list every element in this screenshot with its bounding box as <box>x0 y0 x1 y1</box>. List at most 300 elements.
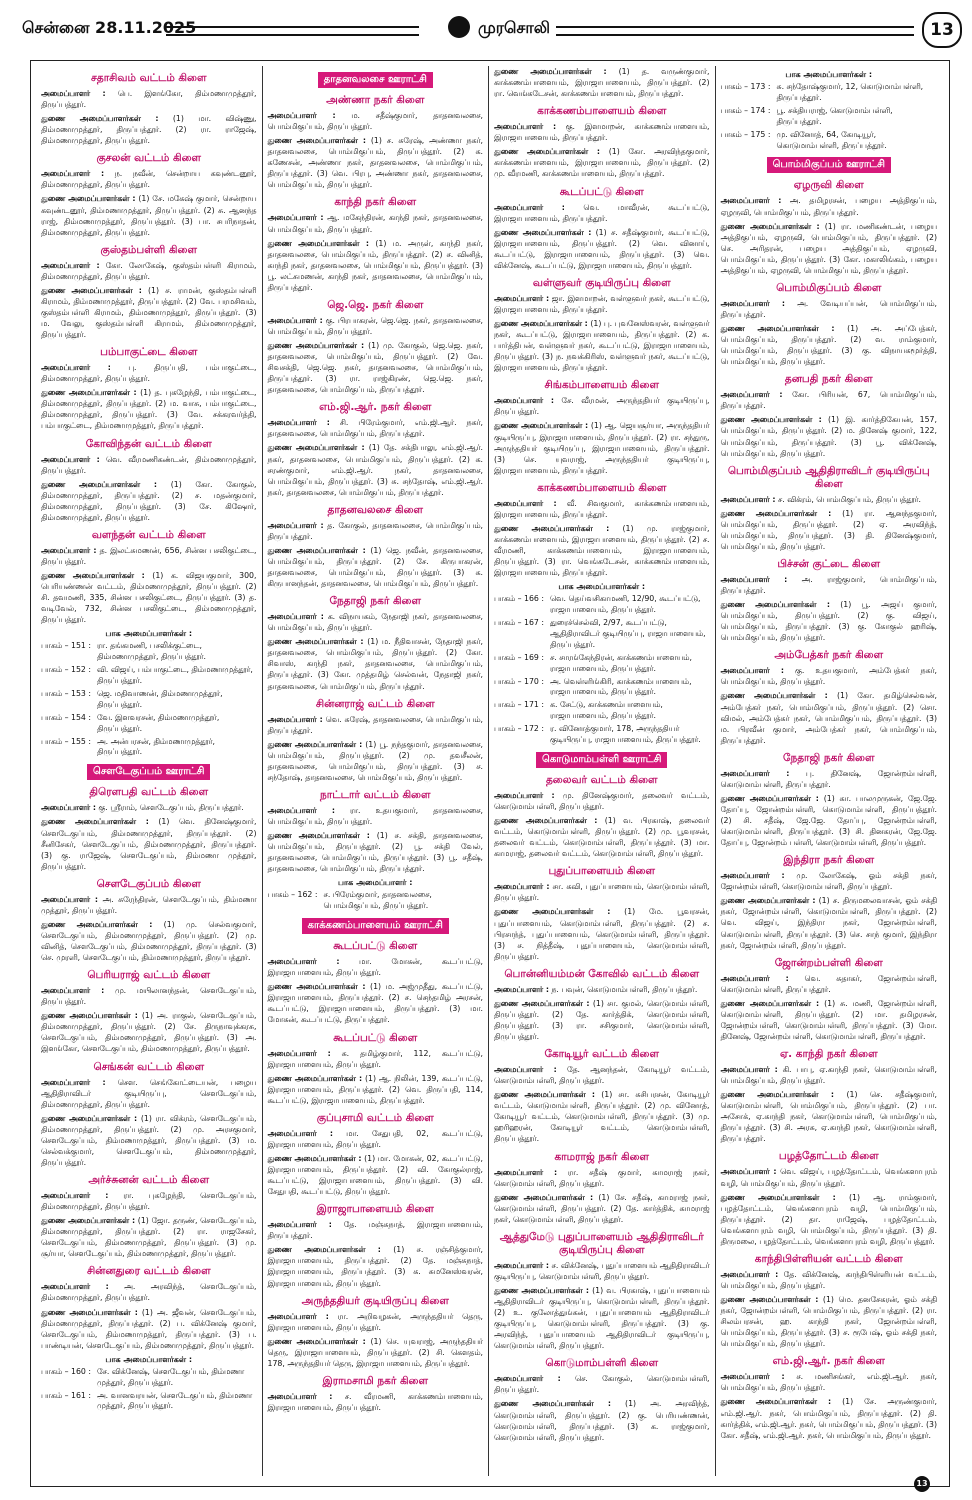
role-label: அமைப்பாளர் : <box>720 494 776 504</box>
role-label: அமைப்பாளர் : <box>41 169 105 179</box>
role-label: அமைப்பாளர் : <box>267 957 340 967</box>
booth-organiser: அ. வெள்ளிங்கிரி, காக்கணம்பாளையம், ராஜாபாளையம், திருப்பத்தூர். <box>550 676 692 697</box>
branch-heading: பொம்மிகுப்பம் கிளை <box>776 281 882 294</box>
names-text: தே. ஆனந்தன், கோடியூர் வட்டம், கொடுமாம்பள்ளி, திருப்பத்தூர். <box>494 1065 710 1086</box>
booth-number: பாகம் – 151 : <box>41 641 91 651</box>
names-text: (1) த. புகழேந்தி, பம்பாகுட்டை, திம்மணாமுத்தூர், திருப்பத்தூர். (2) ம. வாசு, பம்பாகுட்டை, திம்மணாமுத்தூர், திருப்பத்தூர். (3) வே. சக்கரவர்த்தி, பம்பாகுட்டை, திம்மணாமுத்தூர், திருப்பத்தூர். <box>41 388 257 431</box>
names-text: பெ. இளங்கோ, திம்மணாமுத்தூர், திருப்பத்தூர். <box>41 89 257 110</box>
booth-number: பாகம் – 169 : <box>494 652 544 662</box>
branch-heading: பிச்சன் குட்டை கிளை <box>777 557 881 570</box>
role-label: துணை அமைப்பாளர்கள் : <box>41 479 158 489</box>
booth-entry <box>494 700 710 722</box>
deputy-organisers <box>41 193 257 237</box>
role-label: அமைப்பாளர் : <box>494 1167 558 1177</box>
booth-organisers-heading: பாக அமைப்பாளர்கள் : <box>785 70 873 79</box>
names-text: (1) ச. ரஞ்சித்குமார், இராஜாபாளையம், திருப்பத்தூர். (2) தே. மஞ்சுநாத், இராஜாபாளையம், திருப்பத்தூர். (3) க. சுமனேஸ்வரன், இராஜாபாளையம், திருப்பத்தூர். <box>267 1245 484 1288</box>
names-text: மா. மோகன், கூடப்பட்டு, இராஜாபாளையம், திருப்பத்தூர். <box>267 957 484 978</box>
organiser <box>268 1048 484 1070</box>
booth-entry <box>721 82 938 104</box>
names-text: (1) அ. ஜீவன், சௌடேகுப்பம், திம்மணாமுத்தூர், திருப்பத்தூர். (2) ப. விக்னேஷ் குமார், சௌடேகுப்பம், திம்மணாமுத்தூர், திருப்பத்தூர். (3) ப. பாண்டியன், சௌடேகுப்பம், திம்மணாமுத்தூர், திருப்பத்தூர். <box>41 1307 257 1350</box>
role-label: அமைப்பாளர் : <box>494 1260 549 1270</box>
organiser <box>494 790 710 812</box>
names-text: (1) ஜெ. நவீன், தாதனவலசை, பொம்மிகுப்பம், திருப்பத்தூர். (2) சே. கிருபாகரன், தாதனவலசை, பொம்மிகுப்பம், திருப்பத்தூர். (3) க. கிருபானந்தன், தாதனவலசை, பொம்மிகுப்பம், திருப்பத்தூர். <box>267 545 483 589</box>
role-label: அமைப்பாளர் : <box>41 1282 109 1292</box>
deputy-organisers <box>721 1192 938 1247</box>
role-label: துணை அமைப்பாளர்கள் : <box>494 1399 611 1409</box>
names-text: செ. கோகுல், கொடுமாம்பள்ளி, திருப்பத்தூர். <box>494 1374 710 1395</box>
branch-heading: நேதாஜி நகர் கிளை <box>329 595 421 608</box>
names-text: (1) பூ. நந்தகுமார், தாதனவலசை, பொம்மிகுப்பம், திருப்பத்தூர். (2) மு. தவசீலன், தாதனவலசை, பொம்மிகுப்பம், திருப்பத்தூர். (3) ச. சந்தோஷ், தாதனவலசை, பொம்மிகுப்பம், திருப்பத்தூர். <box>267 739 483 782</box>
names-text: மு. தினேஷ்குமார், தலைவர் வட்டம், கொடுமாம்பள்ளி, திருப்பத்தூர். <box>494 790 710 812</box>
names-text: கு. உதயகுமார், அம்பேத்கர் நகர், பொம்மிகுப்பம், திருப்பத்தூர். <box>720 666 938 687</box>
names-text: (1) ச. சக்தி, தாதனவலசை, பொம்மிகுப்பம், திருப்பத்தூர். (2) பூ. சக்தி வேல், தாதனவலசை, பொம்மிகுப்பம், திருப்பத்தூர். (3) பூ. சதீஷ், தாதனவலசை, பொம்மிகுப்பம், திருப்பத்தூர். <box>267 831 483 874</box>
role-label: துணை அமைப்பாளர்கள் : <box>267 982 366 992</box>
names-text: (1) அ. அப்பேத்கர், பொம்மிகுப்பம், திருப்பத்தூர். (2) வ. ராம்குமார், பொம்மிகுப்பம், திருப்பத்தூர். (3) கு. விநாயகமூர்த்தி, பொம்மிகுப்பம், திருப்பத்தூர். <box>720 324 937 367</box>
organiser <box>721 870 938 892</box>
branch-heading: பெரியராஜ் வட்டம் கிளை <box>87 969 211 982</box>
role-label: துணை அமைப்பாளர்கள் : <box>720 793 819 803</box>
names-text: கு. இளமாறன், காக்கணம்பாளையம், இராஜாபாளையம், திருப்பத்தூர். <box>494 122 710 143</box>
deputy-organisers <box>721 895 938 950</box>
names-text: (1) ரா. மணிகண்டன், பழைய அத்திகுப்பம், ஏழருவி, பொம்மிகுப்பம், திருப்பத்தூர். (2) செ. அரிதரன், பழைய அத்திகுப்பம், ஏழருவி, பொம்மிகுப்பம், திருப்பத்தூர். (3) கோ. மகாலிங்கம், பழைய அத்திகுப்பம், ஏழருவி, பொம்மிகுப்பம், திருப்பத்தூர். <box>720 221 937 275</box>
organiser <box>41 1281 257 1303</box>
names-text: ரா. அறிவழகன், அருந்ததியர் தெரு, இராஜாபாளையம், திருப்பத்தூர். <box>267 1311 483 1332</box>
booth-number: பாகம் – 167 : <box>494 618 544 627</box>
booth-number: பாகம் – 162 : <box>267 890 318 900</box>
names-text: சி. பிரேம்குமார், எம்.ஜி.ஆர். நகர், தாதனவலசை, பொம்மிகுப்பம், திருப்பத்தூர். <box>267 418 484 439</box>
role-label: துணை அமைப்பாளர்கள் : <box>720 998 820 1008</box>
organiser <box>721 1166 938 1188</box>
branch-heading: காந்திபிள்ளியன் வட்டம் கிளை <box>754 1252 903 1265</box>
role-label: அமைப்பாளர் : <box>494 1374 561 1384</box>
organiser <box>494 121 710 143</box>
deputy-organisers <box>268 238 484 293</box>
booth-entry <box>41 713 257 735</box>
names-text: (1) இ. கார்த்திகேயன், 157, பொம்மிகுப்பம், திருப்பத்தூர். (2) ம. தினேஷ் குமார், 122, பொம்மிகுப்பம், திருப்பத்தூர். (3) பூ. விக்னேஷ், பொம்மிகுப்பம், திருப்பத்தூர். <box>720 415 937 458</box>
role-label: துணை அமைப்பாளர்கள் : <box>494 147 601 157</box>
deputy-organisers <box>721 221 938 276</box>
booth-organiser: மு. வினோத், 64, கோடியூர், கொடுமாம்பள்ளி, திருப்பத்தூர். <box>776 129 887 150</box>
names-text: வெ. வீரமணிகண்டன், திம்மணாமுத்தூர், திருப்பத்தூர். <box>41 454 257 475</box>
booth-number: பாகம் – 160 : <box>41 1366 91 1376</box>
deputy-organisers <box>41 570 257 625</box>
branch-heading: சின்னதுரை வட்டம் கிளை <box>86 1265 211 1278</box>
booth-organiser: வே. இளவரசன், திம்மணாமுத்தூர், திருப்பத்தூர். <box>97 712 220 733</box>
role-label: அமைப்பாளர் : <box>720 1167 777 1177</box>
role-label: துணை அமைப்பாளர்கள் : <box>41 817 149 827</box>
branch-heading: காமராஜ் நகர் கிளை <box>554 1150 650 1163</box>
names-text: ம. சதீஷ்குமார், தாதனவலசை, பொம்மிகுப்பம், திருப்பத்தூர். <box>267 111 483 132</box>
names-text: ஜா. இளமாறன், வள்ளுவர் நகர், கூடப்பட்டு, இராஜாபாளையம், திருப்பத்தூர். <box>494 293 710 314</box>
role-label: அமைப்பாளர் : <box>494 1065 557 1075</box>
booth-number: பாகம் – 155 : <box>41 736 91 746</box>
role-label: அமைப்பாளர் : <box>720 768 790 778</box>
deputy-organisers <box>41 285 257 340</box>
role-label: துணை அமைப்பாளர்கள் : <box>720 508 832 518</box>
role-label: துணை அமைப்பாளர்கள் : <box>494 1192 594 1202</box>
booth-entry <box>268 890 484 912</box>
panchayat-heading: தாதனவலசை ஊராட்சி <box>318 72 433 88</box>
names-text: ந. பவுன், கொடுமாம்பள்ளி, திருப்பத்தூர். <box>551 984 698 994</box>
article-columns <box>36 66 942 1476</box>
deputy-organisers <box>721 508 938 552</box>
organiser <box>41 362 257 384</box>
names-text: (1) ம. நீதிவாசன், நேதாஜி நகர், தாதனவலசை, பொம்மிகுப்பம், திருப்பத்தூர். (2) கோ. சிவாஸ், காந்தி நகர், தாதனவலசை, பொம்மிகுப்பம், திருப்பத்தூர். (3) கோ. முத்தமிழ் செல்வன், நேதாஜி நகர், தாதனவலசை, பொம்மிகுப்பம், திருப்பத்தூர். <box>267 637 483 691</box>
deputy-organisers <box>41 1215 257 1259</box>
names-text: அ. அரவிந்த், சௌடேகுப்பம், திம்மணாமுத்தூர், திருப்பத்தூர். <box>41 1282 257 1303</box>
names-text: வீ. சிவகுமார், காக்கணம்பாளையம், இராஜாபாளையம், திருப்பத்தூர். <box>494 498 710 519</box>
role-label: துணை அமைப்பாளர்கள் : <box>494 998 590 1008</box>
names-text: (1) சே. மகேஷ் குமார், சென்றாய கவுண்டனூர், திம்மணாமுத்தூர், திருப்பத்தூர். (2) சு. ஆனந்த ராஜ், திம்மணாமுத்தூர், திருப்பத்தூர். (3) பா. சபரிநாதன், திம்மணாமுத்தூர், திருப்பத்தூர். <box>41 194 257 237</box>
names-text: மு. லோகேஷ், ஓம் சக்தி நகர், ஜோன்றம்பள்ளி, கொடுமாம்பள்ளி, திருப்பத்தூர். <box>720 871 937 892</box>
names-text: (1) ச. ராமன், குஸ்தம்பள்ளி கிராமம், திம்மணாமுத்தூர், திருப்பத்தூர். (2) வே. பரமசிவம், குஸ்தம்பள்ளி கிராமம், திம்மணாமுத்தூர், திருப்பத்தூர். (3) ம. வேலு, குஸ்தம்பள்ளி கிராமம், திம்மணாமுத்தூர், திருப்பத்தூர். <box>41 285 257 340</box>
names-text: (1) ஜோ. தருண், சௌடேகுப்பம், திம்மணாமுத்தூர், திருப்பத்தூர். (2) ரா. ராஜசேகர், சௌடேகுப்பம், திம்மணாமுத்தூர், திருப்பத்தூர். (3) மு. சூர்யா, சௌடேகுப்பம், திம்மணாமுத்தூர், திருப்பத்தூர். <box>41 1216 257 1259</box>
elephant-logo-icon <box>448 16 470 38</box>
deputy-organisers <box>268 545 484 589</box>
names-text: (1) மு. ராஜ்குமார், காக்கணம்பாளையம், இராஜாபாளையம், திருப்பத்தூர். (2) ச. வீரமணி, காக்கணம்பாளையம், இராஜாபாளையம், திருப்பத்தூர். (3) ரா. வெங்கடேசன், காக்கணம்பாளையம், இராஜாபாளையம், திருப்பத்தூர். <box>494 523 710 578</box>
deputy-organisers <box>494 906 710 961</box>
booth-organiser: க. சேட்டு, காக்கணம்பாளையம், ராஜாபாளையம், திருப்பத்தூர். <box>550 700 663 721</box>
role-label: அமைப்பாளர் : <box>267 612 324 622</box>
role-label: அமைப்பாளர் : <box>720 973 789 983</box>
booth-organiser: அ. அன்பரசன், திம்மணாமுத்தூர், திருப்பத்தூர். <box>97 736 215 757</box>
role-label: அமைப்பாளர் : <box>494 498 557 508</box>
organiser <box>268 1391 484 1413</box>
role-label: துணை அமைப்பாளர்கள் : <box>267 341 365 350</box>
names-text: (1) சு. மணி, ஜோன்றம்பள்ளி, கொடுமாம்பள்ளி, திருப்பத்தூர். (2) மா. தமிழரசன், ஜோன்றம்பள்ளி, கொடுமாம்பள்ளி, திருப்பத்தூர். (3) மோ. தினேஷ், ஜோன்றம்பள்ளி, கொடுமாம்பள்ளி, திருப்பத்தூர். <box>720 998 938 1041</box>
deputy-organisers <box>41 919 257 963</box>
organiser <box>268 1219 484 1241</box>
organiser <box>494 498 710 520</box>
branch-heading: வள்ளுவர் குடியிருப்பு கிளை <box>532 276 671 289</box>
deputy-organisers <box>268 739 484 783</box>
names-text: (1) மு. கோகுல், ஜெ.ஜெ. நகர், தாதனவலசை, பொம்மிகுப்பம், திருப்பத்தூர். (2) வே. சிவசக்தி, ஜெ.ஜெ. நகர், தாதனவலசை, பொம்மிகுப்பம், திருப்பத்தூர். (3) ரா. ராஜ்கிரண், ஜெ.ஜெ. நகர், தாதனவலசை, பொம்மிகுப்பம், திருப்பத்தூர். <box>267 341 484 395</box>
names-text: அ. சுரேந்திரன், சௌடேகுப்பம், திம்மணா முத்தூர், திருப்பத்தூர். <box>41 894 257 915</box>
branch-heading: எம்.ஜி.ஆர். நகர் கிளை <box>319 401 432 414</box>
organiser <box>721 574 938 596</box>
names-text: (1) ச. திருமலைவாசன், ஓம் சக்தி நகர், ஜோன்றம்பள்ளி, கொடுமாம்பள்ளி, திருப்பத்தூர். (2) வெ. விஜய், இந்திரா நகர், ஜோன்றம்பள்ளி, கொடுமாம்பள்ளி, திருப்பத்தூர். (3) செ. சாந் குமார், இந்திரா நகர், ஜோன்றம்பள்ளி, திருப்பத்தூர். <box>720 896 937 950</box>
deputy-organisers <box>268 1073 484 1106</box>
branch-heading: அம்பேத்கர் நகர் கிளை <box>774 649 884 662</box>
role-label: அமைப்பாளர் : <box>41 260 100 270</box>
panchayat-heading: காக்கணம்பாளையம் ஊராட்சி <box>302 918 449 934</box>
branch-heading: கூடப்பட்டு கிளை <box>559 185 644 198</box>
booth-organiser: துரைச்செல்வி, 2/97, கூடப்பட்டு, ஆதிதிராவிடர் குடியிருப்பு, ராஜாபாளையம், திருப்பத்தூர். <box>550 618 706 649</box>
role-label: அமைப்பாளர் : <box>267 213 324 223</box>
booth-entry <box>41 1391 257 1413</box>
role-label: துணை அமைப்பாளர்கள் : <box>494 1090 596 1100</box>
names-text: (1) ச. சுரேஷ், அண்ணா நகர், தாதனவலசை, பொம்மிகுப்பம், திருப்பத்தூர். (2) க. கணேசன், அண்ணா நகர், தாதனவலசை, பொம்மிகுப்பம், திருப்பத்தூர். (3) வெ. பிரபு, அண்ணா நகர், தாதனவலசை, பொம்மிகுப்பம், திருப்பத்தூர். <box>267 136 483 190</box>
booth-entry <box>721 130 938 152</box>
role-label: அமைப்பாளர் : <box>720 298 786 308</box>
branch-heading: ஏழருவி கிளை <box>793 179 864 192</box>
role-label: துணை அமைப்பாளர்கள் : <box>720 221 820 231</box>
organiser <box>721 665 938 687</box>
names-text: (1) ஆ. ஜெயசூர்யா, அருந்ததியர் குடியிருப்பு, இராஜாபாளையம், திருப்பத்தூர். (2) ரா. சந்துரு, அருந்ததியர் குடியிருப்பு, இராஜாபாளையம், திருப்பத்தூர். (3) செ. யுவராஜ், அருந்ததியர் குடியிருப்பு, இராஜாபாளையம், திருப்பத்தூர். <box>494 421 710 475</box>
role-label: துணை அமைப்பாளர்கள் : <box>494 523 610 533</box>
deputy-organisers <box>41 1307 257 1351</box>
names-text: (1) வெ. தினேஷ்குமார், சௌடேகுப்பம், திம்மணாமுத்தூர், திருப்பத்தூர். (2) சீனிசேகர், சௌடேகுப்பம், திம்மணாமுத்தூர், திருப்பத்தூர். (3) கு. ராஜேஷ், சௌடேகுப்பம், திம்மணா முத்தூர், திருப்பத்தூர். <box>41 817 257 871</box>
branch-heading: பொன்னியம்மன் கோவில் வட்டம் கிளை <box>504 967 700 980</box>
names-text: ச. வீரமணி, காக்கணம்பாளையம், இராஜாபாளையம், திருப்பத்தூர். <box>267 1391 483 1412</box>
names-text: த. கோகுல், தாதனவலசை, பொம்மிகுப்பம், திருப்பத்தூர். <box>267 520 483 541</box>
names-text: சா. கவி, புதுப்பாளையம், கொடுமாம்பள்ளி, திருப்பத்தூர். <box>494 882 710 903</box>
column-3 <box>489 66 716 1476</box>
branch-heading: ஆத்துமேடு புதுப்பாளையம் ஆதிதிராவிடர் குடியிருப்பு கிளை <box>499 1230 704 1256</box>
role-label: அமைப்பாளர் : <box>494 396 554 406</box>
names-text: வெ. மாவீரன், கூடப்பட்டு, இராஜாபாளையம், திருப்பத்தூர். <box>494 202 710 223</box>
organiser <box>41 545 257 567</box>
deputy-organisers <box>494 66 710 99</box>
role-label: துணை அமைப்பாளர்கள் : <box>41 1216 136 1226</box>
names-text: (1) ம. அஜ்முதீது, கூடப்பட்டு, இராஜாபாளையம், திருப்பத்தூர். (2) ச. செந்தமிழ் அரசன், கூடப்பட்டு, இராஜாபாளையம், திருப்பத்தூர். (3) மா. மோகன், கூடப்பட்டு, திருப்பத்தூர். <box>267 982 484 1025</box>
branch-heading: நேதாஜி நகர் கிளை <box>783 751 875 764</box>
names-text: ரா. உதயகுமார், தாதனவலசை, பொம்மிகுப்பம், திருப்பத்தூர். <box>267 805 484 826</box>
names-text: (1) கா. பாலமுருகன், ஜே.ஜே. தோப்பு, ஜோன்றம்பள்ளி, கொடுமாம்பள்ளி, திருப்பத்தூர். (2) சி. சதீஷ், ஜே.ஜே. தோப்பு, ஜோன்றம்பள்ளி, கொடுமாம்பள்ளி, திருப்பத்தூர். (3) சி. தினகரன், ஜே.ஜே. தோப்பு, ஜோன்றம் பள்ளி, கொடுமாம்பள்ளி, திருப்பத்தூர். <box>720 793 937 848</box>
role-label: அமைப்பாளர் : <box>267 1048 331 1058</box>
role-label: துணை அமைப்பாளர்கள் : <box>267 136 366 146</box>
booth-organiser: ர. வினோத்குமார், 178, அருந்ததியர் குடியிருப்பு, ராஜாபாளையம், திருப்பத்தூர். <box>550 724 701 745</box>
names-text: (1) சே. அருண்குமார், எம்.ஜி.ஆர். நகர், பொம்மிகுப்பம், திருப்பத்தூர். (2) தி. கார்த்திக், எம்.ஜி.ஆர். நகர், பொம்மிகுப்பம், திருப்பத்தூர். (3) கோ. சதீஷ், எம்.ஜி.ஆர். நகர், பொம்மிகுப்பம், திருப்பத்தூர். <box>720 1397 937 1440</box>
names-text: (1) ம. அருள், காந்தி நகர், தாதனவலசை, பொம்மிகுப்பம், திருப்பத்தூர். (2) ச. வினித், காந்தி நகர், தாதனவலசை, பொம்மிகுப்பம், திருப்பத்தூர். (3) பூ. லட்சுமணன், காந்தி நகர், தாதனவலசை, பொம்மிகுப்பம், திருப்பத்தூர். <box>267 238 484 292</box>
booth-entry <box>721 106 938 128</box>
names-text: கு. ஸ்ரீராம், சௌடேகுப்பம், திருப்பத்தூர். <box>98 803 244 813</box>
organiser <box>41 454 257 476</box>
role-label: அமைப்பாளர் : <box>267 1220 332 1230</box>
role-label: அமைப்பாளர் : <box>720 390 783 400</box>
names-text: (1) ரா. ஆனந்தகுமார், பொம்மிகுப்பம், திருப்பத்தூர். (2) ஏ. அரவிந்த், பொம்மிகுப்பம், திருப்பத்தூர். (3) தி. தினேஷ்குமார், பொம்மிகுப்பம், திருப்பத்தூர். <box>720 508 938 551</box>
role-label: அமைப்பாளர் : <box>41 894 98 904</box>
booth-entry <box>41 665 257 687</box>
branch-heading: அருந்ததியர் குடியிருப்பு கிளை <box>301 1294 449 1307</box>
role-label: துணை அமைப்பாளர்கள் : <box>267 1153 362 1163</box>
organiser <box>494 395 710 417</box>
organiser <box>721 389 938 411</box>
organiser <box>268 1311 484 1333</box>
role-label: அமைப்பாளர் : <box>494 202 565 212</box>
names-text: கோ. லோகேஷ், குஸ்தம்பள்ளி கிராமம், திம்மணாமுத்தூர், திருப்பத்தூர். <box>41 260 257 281</box>
booth-organisers-heading: பாக அமைப்பாளர்கள் : <box>105 629 193 639</box>
names-text: (1) சா. சுசிபரசன், கோடியூர் வட்டம், கொடுமாம்பள்ளி, திருப்பத்தூர். (2) மு. வினோத், கோடியூர் வட்டம், கொடுமாம்பள்ளி, திருப்பத்தூர். (3) மு. ஹரிஹரன், கோடியூர் வட்டம், கொடுமாம்பள்ளி, திருப்பத்தூர். <box>494 1090 710 1144</box>
names-text: ந. நவீன், சென்றாய கவுண்டனூர், திம்மணாமுத்தூர், திருப்பத்தூர். <box>41 169 257 190</box>
names-text: (1) தே. சக்திபாலு, எம்.ஜி.ஆர். நகர், தாதனவலசை, பொம்மிகுப்பம், திருப்பத்தூர். (2) க. சரண்குமார், எம்.ஜி.ஆர். நகர், தாதனவலசை, பொம்மிகுப்பம், திருப்பத்தூர். (3) சு. சந்தோஷ், எம்.ஜி.ஆர். நகர், தாதனவலசை, பொம்மிகுப்பம், திருப்பத்தூர். <box>267 443 483 497</box>
booth-entry <box>494 677 710 699</box>
branch-heading: கோவிந்தன் வட்டம் கிளை <box>85 437 212 450</box>
branch-heading: காந்தி நகர் கிளை <box>334 196 417 209</box>
names-text: சு. தமிழ்குமார், 112, கூடப்பட்டு, இராஜாபாளையம், திருப்பத்தூர். <box>267 1048 483 1069</box>
role-label: துணை அமைப்பாளர்கள் : <box>494 319 588 328</box>
role-label: அமைப்பாளர் : <box>720 1065 778 1074</box>
deputy-organisers <box>41 479 257 523</box>
role-label: அமைப்பாளர் : <box>720 196 782 206</box>
deputy-organisers <box>494 815 710 859</box>
branch-heading: தலைவர் வட்டம் கிளை <box>545 773 658 786</box>
names-text: (1) செ. யுவராஜ், அருந்ததியர் தெரு, இராஜாபாளையம், திருப்பத்தூர். (2) சி. கௌதம், 178, அருந்ததியர் தெரு, இராஜாபாளையம், திருப்பத்தூர். <box>267 1336 483 1368</box>
names-text: பு. தினேஷ், ஜோன்றம்பள்ளி, கொடுமாம்பள்ளி, திருப்பத்தூர். <box>720 768 937 789</box>
role-label: துணை அமைப்பாளர்கள் : <box>267 739 363 749</box>
booth-organisers-heading: பாக அமைப்பாளர்கள் : <box>105 1354 193 1364</box>
branch-heading: திரௌபதி வட்டம் கிளை <box>89 786 209 799</box>
organiser <box>41 88 257 110</box>
names-text: தே. மஞ்சுநாத், இராஜாபாளையம், திருப்பத்தூர். <box>267 1220 484 1241</box>
branch-heading: தாதனவலசை கிளை <box>327 503 424 516</box>
deputy-organisers <box>721 1294 938 1349</box>
names-text: (1) கோ. அரவிந்தகுமார், காக்கணம்பாளையம், இராஜாபாளையம், திருப்பத்தூர். (2) மு. வீரமணி, காக்கணம்பாளையம், திருப்பத்தூர். <box>494 147 710 179</box>
role-label: அமைப்பாளர் : <box>267 1391 333 1401</box>
names-text: (1) ரா. விக்ரம், சௌடேகுப்பம், திம்மணாமுத்தூர், திருப்பத்தூர். (2) மு. அரசகுமார், சௌடேகுப்பம், திம்மணாமுத்தூர், திருப்பத்தூர். (3) ம. செல்வக்குமார், சௌடேகுப்பம், திம்மணாமுத்தூர், திருப்பத்தூர். <box>41 1113 257 1167</box>
branch-heading: குஸ்தம்பள்ளி கிளை <box>100 243 197 256</box>
masthead-rule-right <box>556 26 914 36</box>
branch-heading: புதுப்பாளையம் கிளை <box>548 865 656 878</box>
panchayat-heading: பொம்மிகுப்பம் ஊராட்சி <box>767 157 891 173</box>
deputy-organisers <box>494 420 710 475</box>
organiser <box>268 714 484 736</box>
column-1 <box>36 66 263 1476</box>
organiser <box>41 802 257 813</box>
organiser <box>494 1167 710 1189</box>
masthead <box>16 10 964 50</box>
role-label: துணை அமைப்பாளர்கள் : <box>720 600 830 610</box>
branch-heading: சதாசிவம் வட்டம் கிளை <box>91 72 207 84</box>
names-text: (1) பூ. அஜய் குமார், பொம்மிகுப்பம், திருப்பத்தூர். (2) கு. விஜய், பொம்மிகுப்பம், திருப்பத்தூர். (3) கு. கோகுல் ஹரிஷ், பொம்மிகுப்பம், திருப்பத்தூர். <box>720 600 937 643</box>
role-label: துணை அமைப்பாளர்கள் : <box>41 1011 138 1021</box>
role-label: துணை அமைப்பாளர்கள் : <box>494 1285 590 1295</box>
branch-heading: குசலன் வட்டம் கிளை <box>96 152 202 165</box>
role-label: அமைப்பாளர் : <box>494 984 549 994</box>
names-text: தே. விக்னேஷ், காந்திபிள்ளியன் வட்டம், பொம்மிகுப்பம், திருப்பத்தூர். <box>720 1269 937 1290</box>
column-2 <box>263 66 490 1476</box>
role-label: அமைப்பாளர் : <box>720 574 788 584</box>
names-text: சௌ. செங்கோட்டையன், பழைய ஆதிதிராவிடர் குடியிருப்பு, சௌடேகுப்பம், திம்மணாமுத்தூர், திருப்பத்தூர். <box>41 1077 257 1109</box>
booth-organisers-heading: பாக அமைப்பாளர்கள் : <box>558 582 646 592</box>
organiser <box>268 520 484 542</box>
names-text: (1) ஆ. ராம்குமார், பழத்தோட்டம், வெங்களாபுரம் வழி, பொம்மிகுப்பம், திருப்பத்தூர். (2) தா. ராஜேஷ், பழத்தோட்டம், வெங்களாபுரம் வழி, பொம்மிகுப்பம், திருப்பத்தூர். (3) தி. திருமலை, பழத்தோட்டம், வெங்களாபுரம் வழி, திருப்பத்தூர். <box>720 1192 938 1246</box>
names-text: சே. வீரமன், அருந்ததியர் குடியிருப்பு, திருப்பத்தூர். <box>494 396 710 417</box>
organiser <box>268 417 484 439</box>
organiser <box>41 1190 257 1212</box>
names-text: (1) ஆ. நிலின், 139, கூடப்பட்டு, இராஜாபாளையம், திருப்பத்தூர். (2) வெ. திருப்பதி, 114, கூடப்பட்டு, இராஜாபாளையம், திருப்பத்தூர். <box>267 1073 484 1105</box>
page-number-footer: 13 <box>914 1476 930 1492</box>
deputy-organisers <box>721 1396 938 1440</box>
organiser <box>268 956 484 978</box>
names-text: (1) சே. சதீஷ், காமராஜ் நகர், கொடுமாம்பள்ளி, திருப்பத்தூர். (2) தே. கார்த்திக், காமராஜ் நகர், கொடுமாம்பள்ளி, திருப்பத்தூர். <box>494 1192 710 1224</box>
organiser <box>721 1064 938 1086</box>
role-label: துணை அமைப்பாளர்கள் : <box>41 919 153 929</box>
organiser <box>41 985 257 1007</box>
booth-entry <box>494 724 710 746</box>
deputy-organisers <box>494 1398 710 1442</box>
names-text: வெ. சுதாகர், ஜோன்றம்பள்ளி, கொடுமாம்பள்ளி, திருப்பத்தூர். <box>720 973 938 994</box>
deputy-organisers <box>268 636 484 691</box>
booth-organiser: வி. விஜய், பம்பாகுட்டை, திம்மணாமுத்தூர், திருப்பத்தூர். <box>97 665 253 686</box>
deputy-organisers <box>721 414 938 458</box>
role-label: துணை அமைப்பாளர்கள் : <box>267 443 365 453</box>
booth-entry <box>41 689 257 711</box>
deputy-organisers <box>494 1089 710 1144</box>
booth-organiser: வெ. தெய்வசிகாமணி, 12/90, கூடப்பட்டு, ராஜாபாளையம், திருப்பத்தூர். <box>550 594 701 615</box>
branch-heading: சிங்கம்பாளையம் கிளை <box>544 379 659 392</box>
names-text: (1) கோ. கோகுல், திம்மணாமுத்தூர், திருப்பத்தூர். (2) ச. மதன்குமார், திம்மணாமுத்தூர், திருப்பத்தூர். (3) சே. கிஷோர், திம்மணாமுத்தூர், திருப்பத்தூர். <box>41 479 257 522</box>
role-label: அமைப்பாளர் : <box>41 1077 106 1087</box>
role-label: துணை அமைப்பாளர்கள் : <box>41 388 137 398</box>
names-text: அ. வேடியப்பன், பொம்மிகுப்பம், திருப்பத்தூர். <box>720 298 937 319</box>
branch-heading: தனபதி நகர் கிளை <box>784 373 873 386</box>
names-text: (1) வ. பிரகாஷ், புதுப்பாளையம் ஆதிதிராவிடர் குடியிருப்பு, கொடுமாம்பள்ளி, திருப்பத்தூர். (2) உ. குலோத்துங்கன், புதுப்பாளையம் ஆதிதிராவிடர் குடியிருப்பு, கொடுமாம்பள்ளி, திருப்பத்தூர். (3) கு. அரவிந்த், புதுப்பாளையம் ஆதிதிராவிடர் குடியிருப்பு, கொடுமாம்பள்ளி, திருப்பத்தூர். <box>494 1285 710 1351</box>
role-label: துணை அமைப்பாளர்கள் : <box>720 1295 819 1304</box>
booth-number: பாகம் – 171 : <box>494 700 544 710</box>
role-label: துணை அமைப்பாளர்கள் : <box>720 415 822 425</box>
booth-organiser: ஜெ. மதிவாணன், திம்மணாமுத்தூர், திருப்பத்தூர். <box>97 688 223 709</box>
organiser <box>41 260 257 282</box>
names-text: அ. தமிழரசன், பழைய அத்திகுப்பம், ஏழருவி, பொம்மிகுப்பம், திருப்பத்தூர். <box>720 196 938 217</box>
deputy-organisers <box>268 981 484 1025</box>
role-label: அமைப்பாளர் : <box>720 666 784 676</box>
role-label: துணை அமைப்பாளர்கள் : <box>494 816 598 826</box>
panchayat-heading: கொடுமாம்பள்ளி ஊராட்சி <box>536 752 667 768</box>
branch-heading: வளந்தன் வட்டம் கிளை <box>91 528 206 541</box>
booth-organiser: அ. வானவரயன், சௌடேகுப்பம், திம்மணா முத்தூர், திருப்பத்தூர். <box>97 1390 253 1411</box>
names-text: (1) சா. குமல், கொடுமாம்பள்ளி, திருப்பத்தூர். (2) தே. கார்த்திக், கொடுமாம்பள்ளி, திருப்பத்தூர். (3) ரா. சசிகுமார், கொடுமாம்பள்ளி, திருப்பத்தூர். <box>494 998 710 1042</box>
organiser <box>268 212 484 234</box>
role-label: அமைப்பாளர் : <box>267 1311 329 1321</box>
role-label: துணை அமைப்பாளர்கள் : <box>494 67 607 76</box>
column-4 <box>716 66 943 1476</box>
deputy-organisers <box>268 442 484 497</box>
booth-number: பாகம் – 174 : <box>720 105 771 115</box>
role-label: துணை அமைப்பாளர்கள் : <box>494 421 589 431</box>
role-label: துணை அமைப்பாளர்கள் : <box>41 1307 138 1317</box>
deputy-organisers <box>721 793 938 848</box>
names-text: ரா. புகழேந்தி, சௌடேகுப்பம், திம்மணாமுத்தூர், திருப்பத்தூர். <box>41 1191 257 1212</box>
organiser <box>41 168 257 190</box>
names-text: (1) வ. பிரகாஷ், தலைவர் வட்டம், கொடுமாம்பள்ளி, திருப்பத்தூர். (2) மு. பூவரசன், தலைவர் வட்டம், கொடுமாம்பள்ளி, திருப்பத்தூர். (3) மா. காமராஜ், தலைவர் வட்டம், கொடுமாம்பள்ளி, திருப்பத்தூர். <box>494 816 710 859</box>
role-label: அமைப்பாளர் : <box>720 1372 785 1382</box>
names-text: மா. சேதுபதி, 02, கூடப்பட்டு, இராஜாபாளையம், திருப்பத்தூர். <box>267 1128 484 1149</box>
branch-heading: பம்பாகுட்டை கிளை <box>100 346 198 359</box>
booth-entry <box>494 618 710 651</box>
deputy-organisers <box>494 523 710 578</box>
branch-heading: காக்கணம்பாளையம் கிளை <box>537 105 667 118</box>
booth-number: பாகம் – 166 : <box>494 594 544 604</box>
paper-name: முரசொலி <box>478 18 550 37</box>
booth-organiser: பூ. சக்தியராஜ், கொடுமாம்பள்ளி, திருப்பத்தூர். <box>776 105 893 126</box>
booth-number: பாகம் – 170 : <box>494 676 544 686</box>
booth-organiser: ச. பிரேம்குமார், தாதனவலசை, பொம்மிகுப்பம், திருப்பத்தூர். <box>323 890 432 911</box>
role-label: அமைப்பாளர் : <box>267 714 323 724</box>
names-text: கி. பாபு, ஏ.காந்தி நகர், கொடுமாம்பள்ளி, பொம்மிகுப்பம், திருப்பத்தூர். <box>720 1065 938 1086</box>
role-label: துணை அமைப்பாளர்கள் : <box>41 114 159 124</box>
deputy-organisers <box>41 816 257 871</box>
branch-heading: இந்திரா நகர் கிளை <box>783 854 875 867</box>
deputy-organisers <box>494 318 710 373</box>
booth-organisers-heading: பாக அமைப்பாளர் : <box>338 878 413 888</box>
deputy-organisers <box>494 998 710 1042</box>
organiser <box>494 881 710 903</box>
role-label: துணை அமைப்பாளர்கள் : <box>267 1073 363 1083</box>
organiser <box>494 202 710 224</box>
role-label: துணை அமைப்பாளர்கள் : <box>720 1397 832 1407</box>
branch-heading: கொடுமாம்பள்ளி கிளை <box>545 1357 659 1370</box>
booth-entry <box>41 641 257 663</box>
organiser <box>721 768 938 790</box>
branch-heading: அண்ணா நகர் கிளை <box>326 94 425 106</box>
organiser <box>41 1077 257 1110</box>
role-label: அமைப்பாளர் : <box>267 418 330 428</box>
organiser <box>494 1064 710 1086</box>
names-text: கோ. பிரியன், 67, பொம்மிகுப்பம், திருப்பத்தூர். <box>720 390 938 411</box>
booth-organiser: சு. சந்தோஷ்குமார், 12, கொடுமாம்பள்ளி, திருப்பத்தூர். <box>776 82 924 102</box>
organiser <box>268 611 484 633</box>
